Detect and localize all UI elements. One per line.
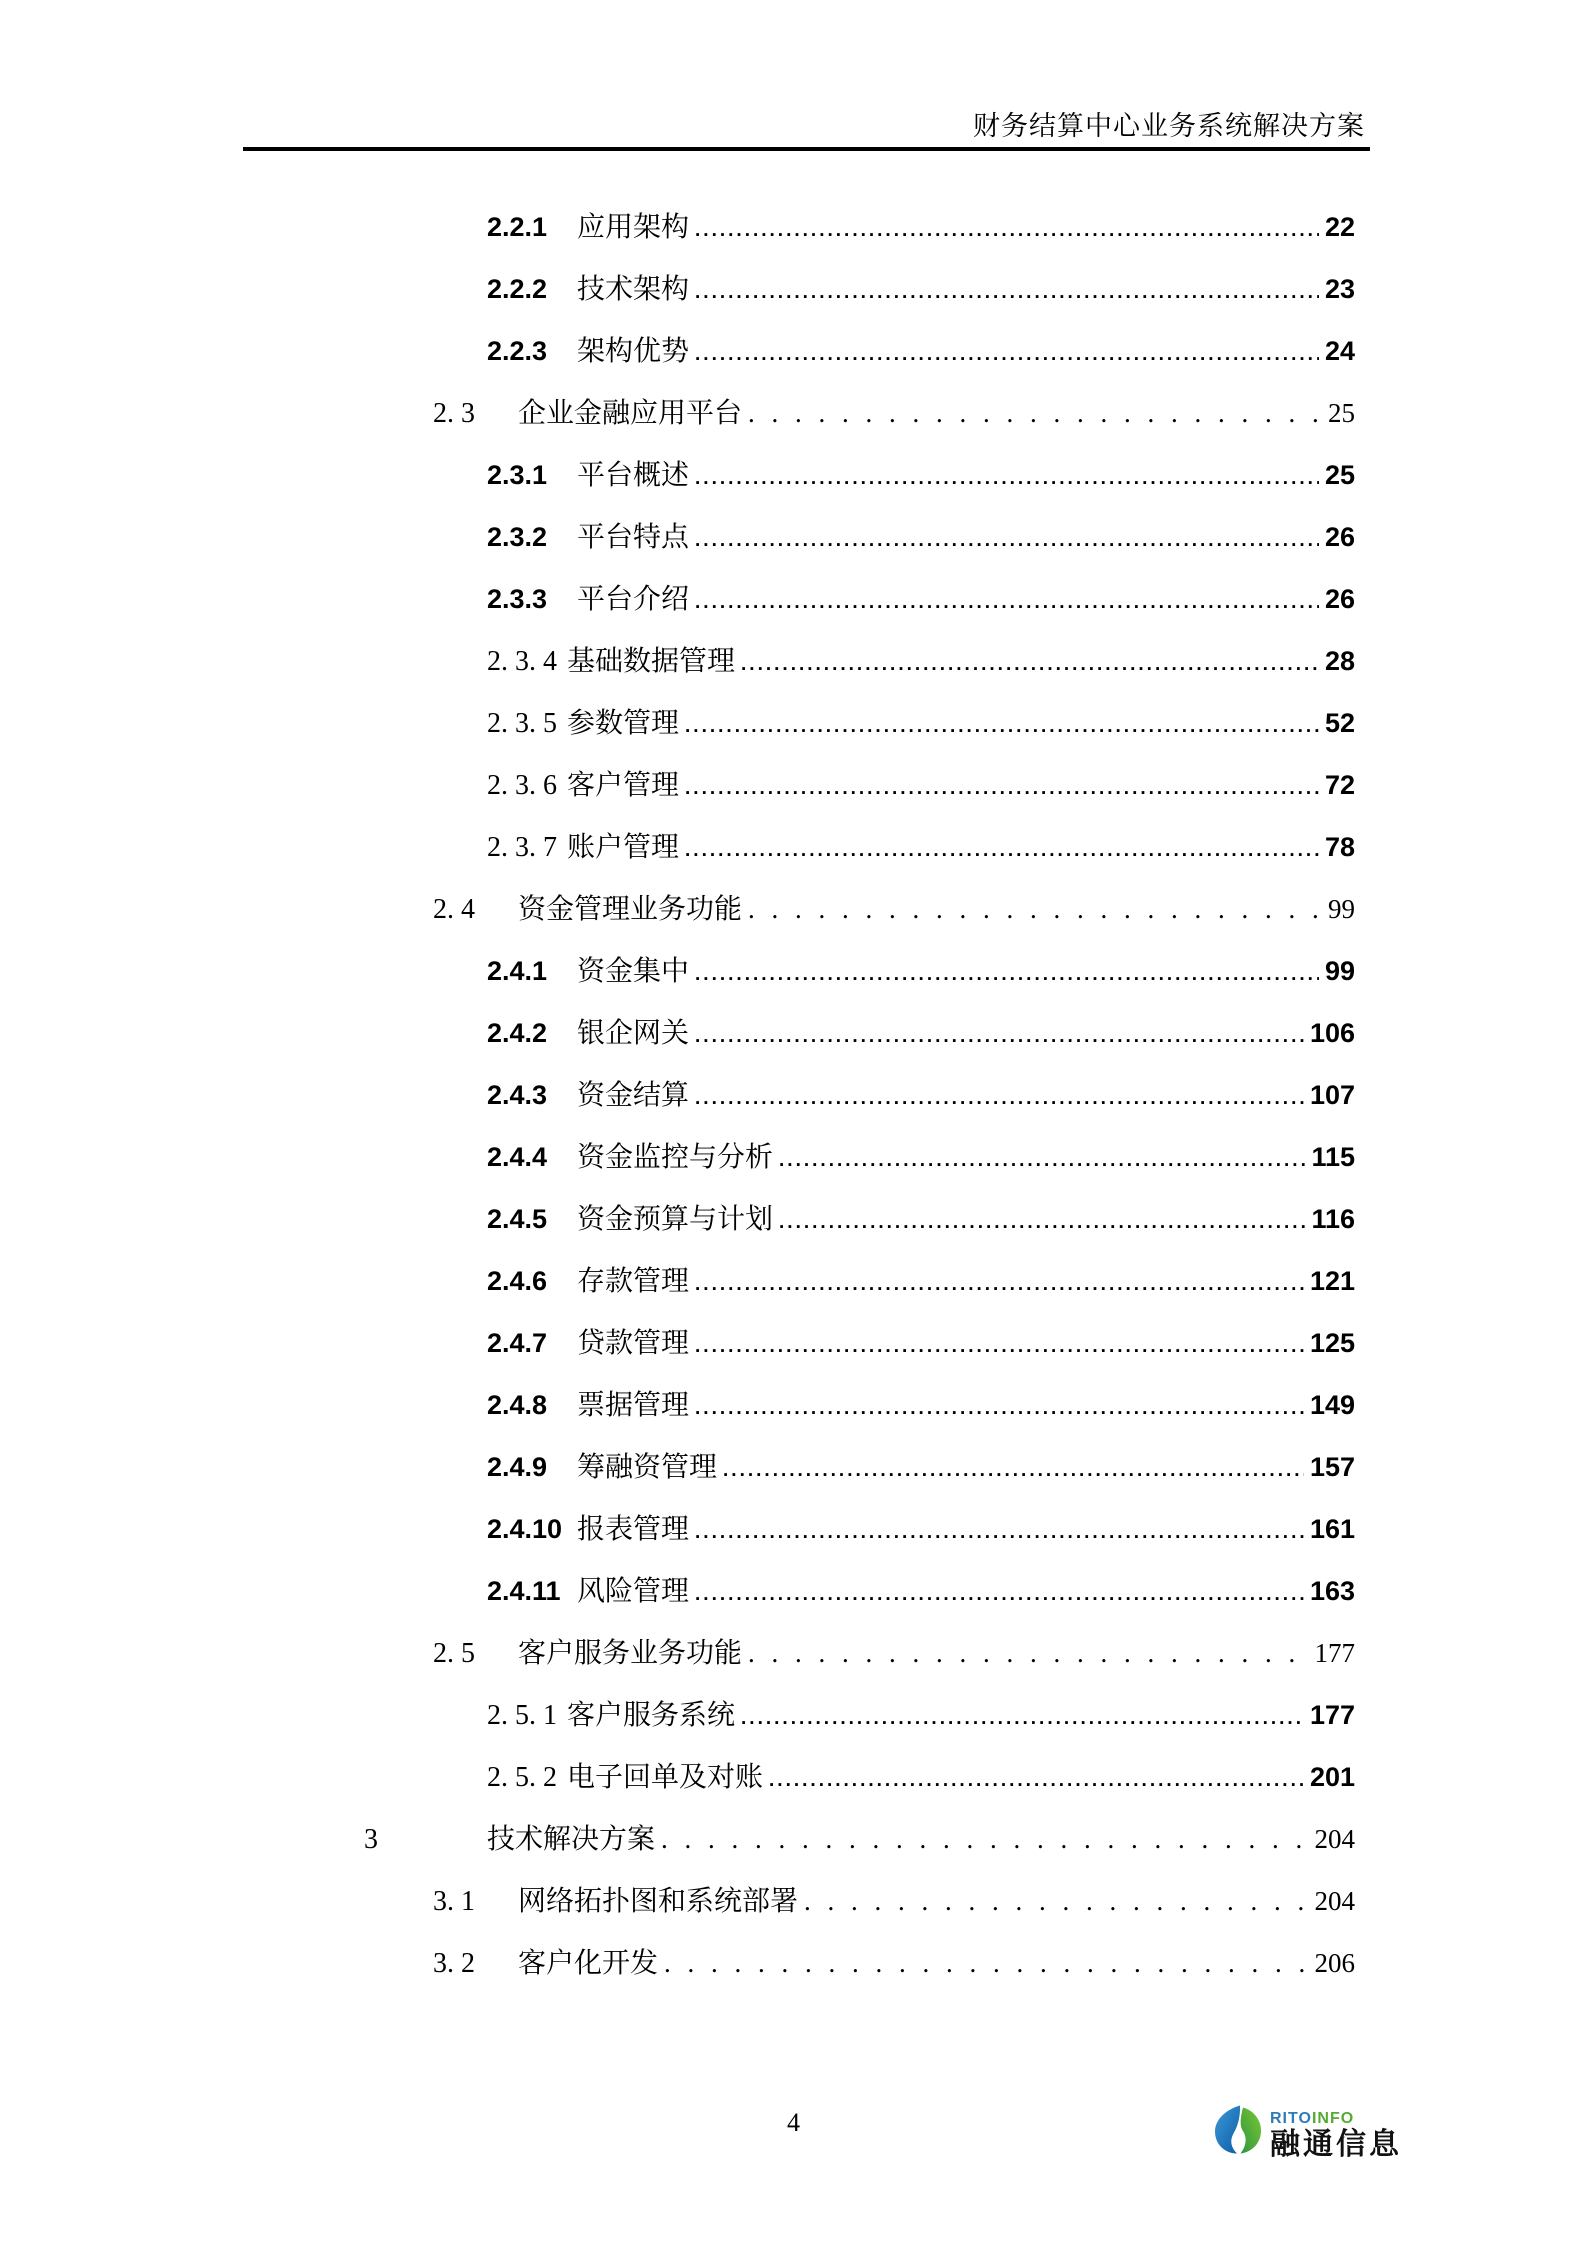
- toc-entry-page-number: 22: [1324, 212, 1355, 242]
- toc-entry-page-number: 78: [1324, 832, 1355, 862]
- toc-dot-leader: [695, 1089, 1304, 1108]
- logo-text-block: [1270, 2102, 1402, 2161]
- toc-entry-title: 电子回单及对账: [567, 1762, 764, 1793]
- toc-dot-leader: [695, 1585, 1304, 1604]
- toc-entry: [364, 879, 1355, 941]
- toc-entry-number: 2. 3. 5: [487, 708, 557, 739]
- toc-entry-number: 2. 3: [433, 398, 475, 429]
- toc-entry-page-number: 72: [1324, 770, 1355, 800]
- toc-entry: [364, 1189, 1355, 1251]
- toc-entry-page-number: 163: [1309, 1576, 1355, 1606]
- toc-dot-leader: [695, 469, 1319, 488]
- toc-entry: [364, 817, 1355, 879]
- ritoinfo-swirl-icon: [1213, 2102, 1263, 2157]
- toc-entry-number: 3: [364, 1824, 378, 1855]
- toc-entry: [364, 1561, 1355, 1623]
- toc-entry-page-number: 28: [1324, 646, 1355, 676]
- toc-entry-page-number: 204: [1314, 1824, 1355, 1854]
- toc-dot-leader: [748, 400, 1322, 427]
- toc-entry: [364, 1313, 1355, 1375]
- toc-entry-number: 2.2.2: [487, 274, 548, 304]
- toc-entry-page-number: 125: [1309, 1328, 1355, 1358]
- toc-entry-title: 客户管理: [567, 770, 680, 801]
- toc-dot-leader: [695, 345, 1319, 364]
- toc-entry-title: 资金管理业务功能: [518, 894, 743, 925]
- toc-entry-page-number: 177: [1309, 1700, 1355, 1730]
- toc-entry-page-number: 26: [1324, 522, 1355, 552]
- toc-dot-leader: [695, 1399, 1304, 1418]
- toc-entry-title: 基础数据管理: [567, 646, 736, 677]
- toc-entry: [364, 445, 1355, 507]
- toc-dot-leader: [695, 593, 1319, 612]
- page-header-title: 财务结算中心业务系统解决方案: [973, 111, 1365, 141]
- toc-entry-page-number: 206: [1314, 1948, 1355, 1978]
- toc-entry-number: 2. 5. 2: [487, 1762, 557, 1793]
- toc-entry: [364, 693, 1355, 755]
- toc-entry-title: 客户服务业务功能: [518, 1638, 743, 1669]
- toc-entry: [364, 569, 1355, 631]
- toc-dot-leader: [695, 531, 1319, 550]
- toc-entry-title: 报表管理: [577, 1514, 690, 1545]
- toc-dot-leader: [779, 1151, 1305, 1170]
- toc-entry-page-number: 121: [1309, 1266, 1355, 1296]
- toc-entry: [364, 755, 1355, 817]
- toc-entry-page-number: 204: [1314, 1886, 1355, 1916]
- toc-entry-title: 筹融资管理: [577, 1452, 718, 1483]
- toc-dot-leader: [748, 1640, 1308, 1667]
- toc-entry-number: 2.4.6: [487, 1266, 548, 1296]
- toc-entry-title: 平台特点: [577, 522, 690, 553]
- toc-entry: [364, 1871, 1355, 1933]
- toc-entry-number: 2.4.8: [487, 1390, 548, 1420]
- toc-dot-leader: [685, 779, 1319, 798]
- toc-entry-title: 存款管理: [577, 1266, 690, 1297]
- toc-entry-page-number: 149: [1309, 1390, 1355, 1420]
- footer-page-number: 4: [787, 2108, 800, 2137]
- toc-entry-number: 2.4.10: [487, 1514, 563, 1544]
- toc-entry-title: 技术解决方案: [487, 1824, 656, 1855]
- toc-entry-title: 票据管理: [577, 1390, 690, 1421]
- toc-entry-number: 3. 1: [433, 1886, 475, 1917]
- toc-entry-number: 2.2.3: [487, 336, 548, 366]
- toc-entry: [364, 1375, 1355, 1437]
- toc-entry: [364, 1685, 1355, 1747]
- toc-dot-leader: [661, 1826, 1308, 1853]
- toc-entry-title: 资金集中: [577, 956, 690, 987]
- toc-entry: [364, 321, 1355, 383]
- toc-entry-number: 2.4.3: [487, 1080, 548, 1110]
- toc-entry-number: 3. 2: [433, 1948, 475, 1979]
- toc-entry: [364, 631, 1355, 693]
- toc-entry-number: 2.4.5: [487, 1204, 548, 1234]
- toc-entry-page-number: 157: [1309, 1452, 1355, 1482]
- toc-entry-number: 2.4.11: [487, 1576, 561, 1606]
- toc-entry-title: 参数管理: [567, 708, 680, 739]
- toc-dot-leader: [779, 1213, 1305, 1232]
- toc-entry-number: 2. 3. 4: [487, 646, 557, 677]
- toc-entry: [364, 1251, 1355, 1313]
- logo-brand-en: [1270, 2111, 1402, 2127]
- toc-entry-page-number: 23: [1324, 274, 1355, 304]
- toc-entry-title: 账户管理: [567, 832, 680, 863]
- toc-dot-leader: [695, 1027, 1304, 1046]
- toc-entry-number: 2.2.1: [487, 212, 548, 242]
- toc-entry: [364, 941, 1355, 1003]
- toc-entry-page-number: 24: [1324, 336, 1355, 366]
- toc-dot-leader: [695, 1337, 1304, 1356]
- toc-entry-title: 技术架构: [577, 274, 690, 305]
- toc-entry-page-number: 177: [1314, 1638, 1355, 1668]
- toc-dot-leader: [748, 896, 1322, 923]
- toc-entry-number: 2.3.2: [487, 522, 548, 552]
- toc-entry-number: 2.4.2: [487, 1018, 548, 1048]
- table-of-contents: [364, 197, 1355, 1995]
- toc-entry-number: 2. 5. 1: [487, 1700, 557, 1731]
- toc-dot-leader: [741, 1709, 1304, 1728]
- toc-entry-title: 企业金融应用平台: [518, 398, 743, 429]
- toc-entry-title: 应用架构: [577, 212, 690, 243]
- toc-entry: [364, 383, 1355, 445]
- toc-entry: [364, 1499, 1355, 1561]
- toc-entry-title: 资金监控与分析: [577, 1142, 774, 1173]
- toc-entry: [364, 1437, 1355, 1499]
- toc-dot-leader: [769, 1771, 1304, 1790]
- toc-entry-page-number: 25: [1328, 398, 1355, 428]
- toc-entry-page-number: 116: [1311, 1204, 1355, 1234]
- toc-entry-page-number: 115: [1311, 1142, 1355, 1172]
- toc-entry-page-number: 107: [1309, 1080, 1355, 1110]
- toc-entry-number: 2.4.4: [487, 1142, 548, 1172]
- toc-dot-leader: [695, 1275, 1304, 1294]
- toc-entry: [364, 1809, 1355, 1871]
- toc-entry: [364, 1003, 1355, 1065]
- toc-entry-title: 架构优势: [577, 336, 690, 367]
- toc-entry-number: 2. 5: [433, 1638, 475, 1669]
- toc-entry-page-number: 26: [1324, 584, 1355, 614]
- logo-brand-en-rito: RITO: [1270, 2110, 1312, 2127]
- toc-dot-leader: [695, 1523, 1304, 1542]
- toc-entry-title: 平台介绍: [577, 584, 690, 615]
- toc-entry: [364, 507, 1355, 569]
- toc-entry-title: 资金预算与计划: [577, 1204, 774, 1235]
- toc-entry: [364, 259, 1355, 321]
- toc-entry-number: 2.4.9: [487, 1452, 548, 1482]
- toc-entry-number: 2.4.7: [487, 1328, 548, 1358]
- toc-entry: [364, 1623, 1355, 1685]
- toc-entry-page-number: 25: [1324, 460, 1355, 490]
- toc-entry: [364, 1065, 1355, 1127]
- toc-entry-title: 平台概述: [577, 460, 690, 491]
- toc-dot-leader: [695, 283, 1319, 302]
- header-rule: [243, 147, 1370, 151]
- toc-entry: [364, 1127, 1355, 1189]
- toc-entry-title: 风险管理: [577, 1576, 690, 1607]
- toc-entry-title: 银企网关: [577, 1018, 690, 1049]
- toc-entry-number: 2.3.1: [487, 460, 548, 490]
- logo-brand-en-info: INFO: [1311, 2110, 1355, 2127]
- toc-entry: [364, 1747, 1355, 1809]
- toc-entry: [364, 197, 1355, 259]
- toc-entry-title: 客户服务系统: [567, 1700, 736, 1731]
- toc-entry-number: 2. 3. 7: [487, 832, 557, 863]
- toc-entry-title: 客户化开发: [518, 1948, 659, 1979]
- toc-entry-page-number: 99: [1324, 956, 1355, 986]
- toc-entry-page-number: 52: [1324, 708, 1355, 738]
- toc-dot-leader: [723, 1461, 1304, 1480]
- toc-entry-number: 2. 4: [433, 894, 475, 925]
- logo-brand-cn: 融通信息: [1270, 2128, 1402, 2161]
- toc-dot-leader: [685, 717, 1319, 736]
- toc-dot-leader: [685, 841, 1319, 860]
- toc-entry-title: 网络拓扑图和系统部署: [518, 1886, 799, 1917]
- toc-entry-page-number: 106: [1309, 1018, 1355, 1048]
- toc-entry-page-number: 161: [1309, 1514, 1355, 1544]
- toc-entry-title: 贷款管理: [577, 1328, 690, 1359]
- toc-dot-leader: [664, 1950, 1308, 1977]
- toc-entry-number: 2.3.3: [487, 584, 548, 614]
- toc-entry: [364, 1933, 1355, 1995]
- toc-dot-leader: [804, 1888, 1308, 1915]
- toc-dot-leader: [741, 655, 1319, 674]
- toc-dot-leader: [695, 965, 1319, 984]
- toc-entry-number: 2. 3. 6: [487, 770, 557, 801]
- toc-entry-page-number: 201: [1309, 1762, 1355, 1792]
- toc-entry-page-number: 99: [1328, 894, 1355, 924]
- company-logo: [1213, 2102, 1402, 2161]
- toc-dot-leader: [695, 221, 1319, 240]
- toc-entry-number: 2.4.1: [487, 956, 548, 986]
- toc-entry-title: 资金结算: [577, 1080, 690, 1111]
